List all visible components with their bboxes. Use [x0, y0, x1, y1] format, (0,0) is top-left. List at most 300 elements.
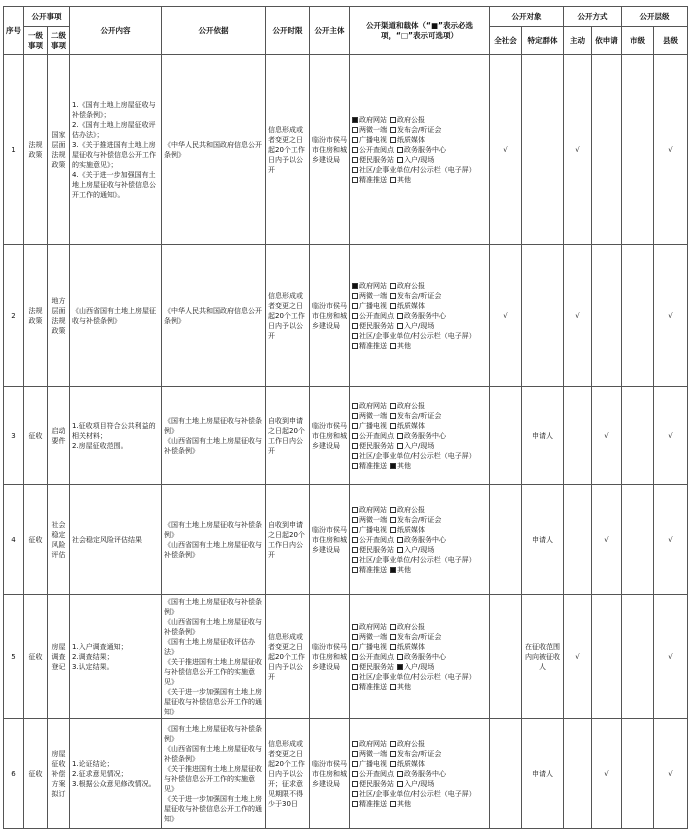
checkbox-empty-icon [352, 443, 358, 449]
channel-label: 政府公报 [397, 115, 425, 124]
content-line: 1.征收项目符合公共利益的相关材料； [72, 421, 156, 440]
checkbox-empty-icon [352, 771, 358, 777]
channel-label: 精准推送 [359, 341, 387, 350]
checkbox-empty-icon [352, 423, 358, 429]
channel-label: 其他 [397, 565, 411, 574]
channel-label: 便民服务站 [359, 321, 394, 330]
content-line: 3.认定结果。 [72, 662, 114, 671]
basis-line: 《国有土地上房屋征收与补偿条例》 [164, 416, 262, 435]
channel-label: 纸质媒体 [397, 135, 425, 144]
channel-label: 公开查阅点 [359, 431, 394, 440]
channel-label: 入户/现场 [404, 662, 435, 671]
table-body [4, 55, 688, 829]
cell-target-specific: 申请人 [522, 719, 564, 829]
checkbox-empty-icon [397, 147, 403, 153]
channel-label: 发布会/听证会 [397, 291, 442, 300]
cell-time: 自收到申请之日起20个工作日内公开 [266, 485, 310, 595]
basis-line: 《关于进一步加强国有土地上房屋征收与补偿信息公开工作的通知》 [164, 794, 262, 823]
checkbox-empty-icon [352, 293, 358, 299]
channel-option [390, 136, 425, 144]
checkbox-empty-icon [352, 507, 358, 513]
channel-option [390, 176, 411, 184]
cell-method-apply: √ [592, 719, 622, 829]
cell-target-specific: 申请人 [522, 387, 564, 485]
channel-line [352, 515, 487, 525]
checkbox-empty-icon [390, 303, 396, 309]
channel-option [352, 462, 387, 470]
channel-line [352, 662, 487, 672]
channel-line [352, 545, 487, 555]
channel-label: 两微一端 [359, 632, 387, 641]
cell-target-specific: 在征收范围内向被征收人 [522, 595, 564, 719]
content-line: 3.根据公众意见修改情况。 [72, 779, 156, 788]
content-line: 《山西省国有土地上房屋征收与补偿条例》 [72, 306, 156, 325]
checkbox-empty-icon [352, 644, 358, 650]
cell-method-apply: √ [592, 387, 622, 485]
channel-label: 政务服务中心 [404, 145, 446, 154]
channel-label: 其他 [397, 461, 411, 470]
channel-label: 发布会/听证会 [397, 411, 442, 420]
checkbox-empty-icon [352, 343, 358, 349]
channel-line [352, 632, 487, 642]
channel-option [397, 312, 446, 320]
checkbox-empty-icon [352, 137, 358, 143]
checkbox-empty-icon [397, 443, 403, 449]
content-line: 2.征求意见情况； [72, 769, 128, 778]
cell-basis [162, 719, 266, 829]
channel-label: 入户/现场 [404, 441, 435, 450]
channel-label: 便民服务站 [359, 779, 394, 788]
channel-line [352, 779, 487, 789]
channel-option [390, 462, 411, 470]
checkbox-empty-icon [390, 413, 396, 419]
content-line: 1.论证结论； [72, 759, 114, 768]
channel-line [352, 451, 487, 461]
channel-line [352, 739, 487, 749]
cell-level2: 启动要件 [48, 387, 70, 485]
channel-label: 公开查阅点 [359, 535, 394, 544]
channel-label: 两微一端 [359, 749, 387, 758]
checkbox-empty-icon [352, 403, 358, 409]
channel-label: 政务服务中心 [404, 535, 446, 544]
channel-label: 入户/现场 [404, 155, 435, 164]
channel-option [390, 282, 425, 290]
checkbox-empty-icon [352, 413, 358, 419]
channel-line [352, 311, 487, 321]
header-target-all: 全社会 [490, 27, 522, 55]
channel-label: 便民服务站 [359, 441, 394, 450]
channel-option [352, 422, 387, 430]
cell-method-active [564, 719, 592, 829]
cell-tier-county: √ [654, 387, 688, 485]
channel-label: 两微一端 [359, 515, 387, 524]
channel-line [352, 281, 487, 291]
channel-label: 社区/企事业单位/村公示栏（电子屏） [359, 555, 476, 564]
cell-basis [162, 387, 266, 485]
header-tier-city: 市级 [622, 27, 654, 55]
channel-label: 政府网站 [359, 281, 387, 290]
channel-option [397, 156, 434, 164]
cell-time: 信息形成或者变更之日起20个工作日内予以公开 [266, 245, 310, 387]
channel-option [352, 663, 394, 671]
checkbox-empty-icon [390, 684, 396, 690]
checkbox-empty-icon [397, 157, 403, 163]
checkbox-empty-icon [352, 781, 358, 787]
checkbox-empty-icon [352, 684, 358, 690]
channel-line [352, 555, 487, 565]
channel-label: 两微一端 [359, 125, 387, 134]
channel-option [397, 653, 446, 661]
cell-seq: 3 [4, 387, 24, 485]
channel-option [390, 506, 425, 514]
channel-option [352, 166, 476, 174]
cell-basis [162, 245, 266, 387]
cell-level1: 征收 [24, 719, 48, 829]
channel-option [390, 683, 411, 691]
checkbox-empty-icon [352, 527, 358, 533]
cell-channels [350, 55, 490, 245]
channel-label: 社区/企事业单位/村公示栏（电子屏） [359, 672, 476, 681]
cell-method-active: √ [564, 595, 592, 719]
channel-option [352, 322, 394, 330]
checkbox-empty-icon [352, 567, 358, 573]
channel-label: 其他 [397, 341, 411, 350]
channel-label: 发布会/听证会 [397, 749, 442, 758]
header-method-apply: 依申请 [592, 27, 622, 55]
cell-tier-county: √ [654, 485, 688, 595]
channel-option [397, 546, 434, 554]
channel-line [352, 175, 487, 185]
checkbox-empty-icon [352, 654, 358, 660]
channel-option [352, 673, 476, 681]
channel-option [390, 633, 441, 641]
checkbox-empty-icon [390, 137, 396, 143]
cell-content [70, 719, 162, 829]
channel-option [352, 116, 387, 124]
checkbox-empty-icon [390, 117, 396, 123]
checkbox-empty-icon [352, 664, 358, 670]
channel-option [397, 442, 434, 450]
checkbox-empty-icon [352, 537, 358, 543]
cell-level1: 法规政策 [24, 55, 48, 245]
channel-label: 社区/企事业单位/村公示栏（电子屏） [359, 331, 476, 340]
basis-line: 《中华人民共和国政府信息公开条例》 [164, 140, 262, 159]
channel-line [352, 341, 487, 351]
table-row [4, 55, 688, 245]
cell-target-all: √ [490, 55, 522, 245]
channel-label: 纸质媒体 [397, 642, 425, 651]
channel-option [352, 683, 387, 691]
checkbox-empty-icon [390, 801, 396, 807]
channel-label: 政务服务中心 [404, 431, 446, 440]
channel-label: 政务服务中心 [404, 652, 446, 661]
channel-option [390, 643, 425, 651]
channel-label: 纸质媒体 [397, 421, 425, 430]
channel-option [390, 342, 411, 350]
cell-content [70, 55, 162, 245]
checkbox-empty-icon [352, 517, 358, 523]
channel-line [352, 115, 487, 125]
checkbox-empty-icon [352, 333, 358, 339]
checkbox-checked-icon [352, 117, 358, 123]
cell-method-active: √ [564, 245, 592, 387]
cell-channels [350, 245, 490, 387]
checkbox-empty-icon [390, 644, 396, 650]
channel-label: 广播电视 [359, 759, 387, 768]
cell-time: 信息形成或者变更之日起20个工作日内予以公开 [266, 55, 310, 245]
cell-channels [350, 485, 490, 595]
header-subject: 公开主体 [310, 7, 350, 55]
channel-option [390, 750, 441, 758]
cell-subject: 临汾市侯马市住房和城乡建设局 [310, 387, 350, 485]
content-line: 1.《国有土地上房屋征收与补偿条例》； [72, 100, 156, 119]
channel-label: 入户/现场 [404, 779, 435, 788]
checkbox-empty-icon [397, 433, 403, 439]
checkbox-empty-icon [397, 313, 403, 319]
cell-seq: 5 [4, 595, 24, 719]
channel-line [352, 672, 487, 682]
channel-line [352, 682, 487, 692]
checkbox-empty-icon [397, 654, 403, 660]
cell-tier-city [622, 55, 654, 245]
channel-label: 发布会/听证会 [397, 632, 442, 641]
channel-option [390, 292, 441, 300]
channel-label: 广播电视 [359, 642, 387, 651]
checkbox-empty-icon [352, 147, 358, 153]
checkbox-checked-icon [390, 463, 396, 469]
channel-label: 社区/企事业单位/村公示栏（电子屏） [359, 165, 476, 174]
cell-method-apply [592, 245, 622, 387]
channel-option [390, 516, 441, 524]
channel-line [352, 642, 487, 652]
channel-option [397, 536, 446, 544]
cell-target-all [490, 595, 522, 719]
channel-option [352, 302, 387, 310]
header-level1: 一级事项 [24, 27, 48, 55]
channel-option [352, 526, 387, 534]
checkbox-empty-icon [390, 624, 396, 630]
channel-line [352, 321, 487, 331]
checkbox-empty-icon [352, 167, 358, 173]
channel-option [352, 332, 476, 340]
cell-tier-county: √ [654, 719, 688, 829]
header-tier-county: 县级 [654, 27, 688, 55]
channel-label: 便民服务站 [359, 155, 394, 164]
cell-channels [350, 387, 490, 485]
channel-option [390, 526, 425, 534]
channel-option [352, 156, 394, 164]
checkbox-checked-icon [397, 664, 403, 670]
channel-option [352, 292, 387, 300]
channel-label: 发布会/听证会 [397, 125, 442, 134]
basis-line: 《国有土地上房屋征收与补偿条例》 [164, 724, 262, 743]
channel-label: 精准推送 [359, 175, 387, 184]
content-line: 4.《关于进一步加强国有土地上房屋征收与补偿信息公开工作的通知》。 [72, 170, 156, 199]
checkbox-empty-icon [352, 791, 358, 797]
channel-option [390, 422, 425, 430]
channel-option [352, 342, 387, 350]
cell-method-active: √ [564, 55, 592, 245]
channel-option [352, 126, 387, 134]
channel-line [352, 525, 487, 535]
channel-option [352, 412, 387, 420]
content-line: 社会稳定风险评估结果 [72, 535, 142, 544]
basis-line: 《国有土地上房屋征收评估办法》 [164, 637, 255, 656]
channel-line [352, 652, 487, 662]
channel-option [397, 146, 446, 154]
channel-option [390, 126, 441, 134]
basis-line: 《关于推进国有土地上房屋征收与补偿信息公开工作的实施意见》 [164, 764, 262, 793]
header-tier: 公开层级 [622, 7, 688, 27]
channel-option [352, 760, 387, 768]
basis-line: 《中华人民共和国政府信息公开条例》 [164, 306, 262, 325]
cell-content [70, 387, 162, 485]
cell-method-apply: √ [592, 485, 622, 595]
channel-label: 纸质媒体 [397, 759, 425, 768]
checkbox-checked-icon [390, 567, 396, 573]
header-level2: 二级事项 [48, 27, 70, 55]
channel-label: 政府公报 [397, 505, 425, 514]
channel-line [352, 401, 487, 411]
checkbox-empty-icon [390, 293, 396, 299]
channel-line [352, 565, 487, 575]
checkbox-empty-icon [352, 547, 358, 553]
channel-option [390, 302, 425, 310]
channel-option [352, 432, 394, 440]
content-line: 3.《关于推进国有土地上房屋征收与补偿信息公开工作的实施意见》； [72, 140, 156, 169]
cell-channels [350, 595, 490, 719]
channel-line [352, 461, 487, 471]
cell-level2: 地方层面法规政策 [48, 245, 70, 387]
cell-target-all [490, 387, 522, 485]
channel-option [352, 282, 387, 290]
cell-subject: 临汾市侯马市住房和城乡建设局 [310, 55, 350, 245]
cell-target-all [490, 719, 522, 829]
cell-method-active [564, 387, 592, 485]
channel-option [352, 146, 394, 154]
channel-label: 社区/企事业单位/村公示栏（电子屏） [359, 451, 476, 460]
header-channel: 公开渠道和载体（“■”表示必选项，“□”表示可选项） [350, 7, 490, 55]
checkbox-empty-icon [390, 741, 396, 747]
channel-label: 公开查阅点 [359, 311, 394, 320]
checkbox-empty-icon [390, 751, 396, 757]
cell-content [70, 485, 162, 595]
cell-subject: 临汾市侯马市住房和城乡建设局 [310, 245, 350, 387]
cell-target-all: √ [490, 245, 522, 387]
table-row [4, 485, 688, 595]
channel-label: 精准推送 [359, 682, 387, 691]
channel-option [390, 740, 425, 748]
channel-label: 政府公报 [397, 281, 425, 290]
header-time: 公开时限 [266, 7, 310, 55]
cell-tier-city [622, 485, 654, 595]
checkbox-empty-icon [352, 674, 358, 680]
checkbox-empty-icon [352, 463, 358, 469]
checkbox-empty-icon [397, 547, 403, 553]
channel-label: 精准推送 [359, 565, 387, 574]
cell-tier-county: √ [654, 595, 688, 719]
checkbox-empty-icon [390, 634, 396, 640]
channel-line [352, 749, 487, 759]
checkbox-checked-icon [352, 283, 358, 289]
channel-line [352, 135, 487, 145]
channel-label: 政府公报 [397, 622, 425, 631]
channel-option [352, 136, 387, 144]
cell-tier-city [622, 387, 654, 485]
cell-time: 信息形成或者变更之日起20个工作日内予以公开 [266, 595, 310, 719]
checkbox-empty-icon [352, 557, 358, 563]
channel-label: 广播电视 [359, 421, 387, 430]
cell-level1: 征收 [24, 485, 48, 595]
checkbox-empty-icon [352, 177, 358, 183]
channel-label: 便民服务站 [359, 545, 394, 554]
checkbox-empty-icon [352, 751, 358, 757]
channel-label: 两微一端 [359, 411, 387, 420]
header-method-active: 主动 [564, 27, 592, 55]
checkbox-empty-icon [390, 761, 396, 767]
checkbox-empty-icon [352, 741, 358, 747]
channel-option [390, 623, 425, 631]
channel-line [352, 301, 487, 311]
table-row [4, 245, 688, 387]
channel-line [352, 421, 487, 431]
channel-label: 政务服务中心 [404, 769, 446, 778]
checkbox-empty-icon [352, 323, 358, 329]
basis-line: 《山西省国有土地上房屋征收与补偿条例》 [164, 436, 262, 455]
basis-line: 《山西省国有土地上房屋征收与补偿条例》 [164, 540, 262, 559]
cell-tier-county: √ [654, 245, 688, 387]
cell-seq: 1 [4, 55, 24, 245]
cell-seq: 6 [4, 719, 24, 829]
cell-level2: 房屋调查登记 [48, 595, 70, 719]
channel-option [352, 452, 476, 460]
channel-label: 公开查阅点 [359, 769, 394, 778]
channel-option [352, 402, 387, 410]
cell-tier-city [622, 245, 654, 387]
channel-label: 政府网站 [359, 739, 387, 748]
channel-option [352, 800, 387, 808]
checkbox-empty-icon [352, 624, 358, 630]
cell-target-specific [522, 55, 564, 245]
header-target-specific: 特定群体 [522, 27, 564, 55]
channel-line [352, 789, 487, 799]
checkbox-empty-icon [390, 127, 396, 133]
content-line: 2.房屋征收范围。 [72, 441, 128, 450]
channel-option [390, 412, 441, 420]
channel-option [352, 566, 387, 574]
checkbox-empty-icon [390, 343, 396, 349]
channel-line [352, 145, 487, 155]
cell-channels [350, 719, 490, 829]
cell-basis [162, 485, 266, 595]
channel-option [352, 623, 387, 631]
table-row [4, 595, 688, 719]
channel-label: 精准推送 [359, 799, 387, 808]
channel-label: 发布会/听证会 [397, 515, 442, 524]
channel-option [352, 790, 476, 798]
cell-time: 信息形成或者变更之日起20个工作日内予以公开；征求意见期限不得少于30日 [266, 719, 310, 829]
cell-method-apply [592, 55, 622, 245]
channel-option [352, 653, 394, 661]
channel-line [352, 505, 487, 515]
channel-label: 广播电视 [359, 525, 387, 534]
cell-basis [162, 595, 266, 719]
channel-option [352, 740, 387, 748]
cell-content [70, 595, 162, 719]
channel-option [397, 780, 434, 788]
channel-label: 政府网站 [359, 115, 387, 124]
channel-line [352, 799, 487, 809]
